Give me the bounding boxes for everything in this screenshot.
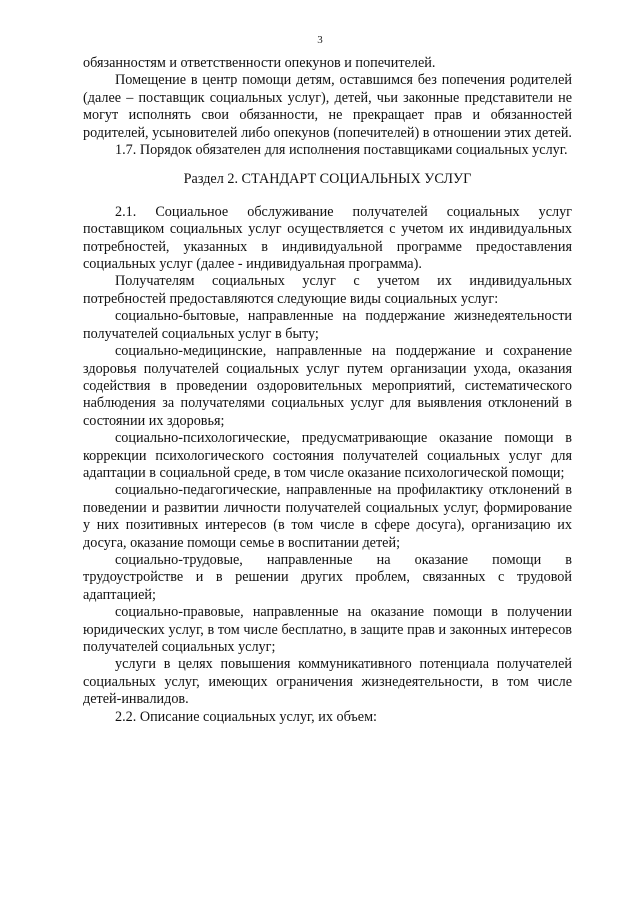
paragraph-intro-2: Помещение в центр помощи детям, оставшимся без попечения родителей (далее – поставщик социальных услуг), детей, чьи законные представители не могут исполнять свои обязанности, не прекращает прав и обязанностей родителей, усыновителей либо опекунов (попечителей) в отношении этих детей. <box>83 72 572 141</box>
paragraph-main-2: Получателям социальных услуг с учетом их индивидуальных потребностей предоставляются следующие виды социальных услуг: <box>83 273 572 307</box>
paragraph-main-8: социально-правовые, направленные на оказание помощи в получении юридических услуг, в том числе бесплатно, в защите прав и законных интересов получателей социальных услуг; <box>83 604 572 655</box>
document-body <box>83 55 572 726</box>
paragraph-main-4: социально-медицинские, направленные на поддержание и сохранение здоровья получателей социальных услуг путем организации ухода, оказания содействия в проведении оздоровительных мероприятий, систематического наблюдения за получателями социальных услуг для выявления отклонений в состоянии их здоровья; <box>83 343 572 429</box>
paragraph-main-9: услуги в целях повышения коммуникативного потенциала получателей социальных услуг, имеющих ограничения жизнедеятельности, в том числе детей-инвалидов. <box>83 656 572 708</box>
paragraph-main-6: социально-педагогические, направленные на профилактику отклонений в поведении и развитии личности получателей социальных услуг, формирование у них позитивных интересов (в том числе в сфере досуга), организацию их досуга, оказание помощи семье в воспитании детей; <box>83 482 572 551</box>
page-number: 3 <box>317 34 323 46</box>
paragraph-intro-3: 1.7. Порядок обязателен для исполнения поставщиками социальных услуг. <box>115 142 568 159</box>
paragraph-intro-1: обязанностям и ответственности опекунов и попечителей. <box>83 55 436 71</box>
paragraph-main-1: 2.1. Социальное обслуживание получателей социальных услуг поставщиком социальных услуг осуществляется с учетом их индивидуальных потребностей, указанных в индивидуальной программе предоставления социальных услуг (далее - индивидуальная программа). <box>83 203 572 273</box>
paragraph-main-5: социально-психологические, предусматривающие оказание помощи в коррекции психологического состояния получателей социальных услуг для адаптации в социальной среде, в том числе оказание психологической помощи; <box>83 430 572 481</box>
section-title: Раздел 2. СТАНДАРТ СОЦИАЛЬНЫХ УСЛУГ <box>183 171 472 188</box>
paragraph-main-7: социально-трудовые, направленные на оказание помощи в трудоустройстве и в решении других проблем, связанных с трудовой адаптацией; <box>83 551 572 603</box>
paragraph-main-10: 2.2. Описание социальных услуг, их объем: <box>115 708 377 725</box>
paragraph-main-3: социально-бытовые, направленные на поддержание жизнедеятельности получателей социальных услуг в быту; <box>83 308 572 342</box>
